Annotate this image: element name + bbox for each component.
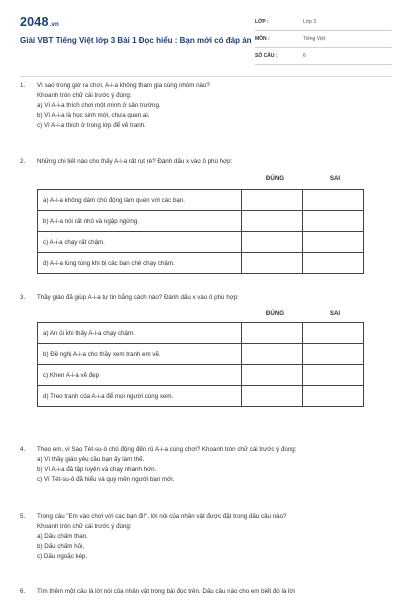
column-header-false: SAI	[329, 175, 341, 182]
question-number: 5.	[20, 513, 26, 520]
table-row	[38, 344, 364, 365]
answer-box-false[interactable]	[303, 253, 364, 274]
instruction-text: Khoanh tròn chữ cái trước ý đúng:	[37, 92, 132, 99]
answer-box-true[interactable]	[242, 344, 303, 365]
true-false-table	[37, 189, 364, 274]
meta-row-count	[255, 48, 392, 65]
question-number: 2.	[20, 158, 26, 165]
answer-option[interactable]: c) Dấu ngoặc kép.	[37, 553, 88, 560]
meta-value: 6	[303, 53, 306, 59]
answer-box-false[interactable]	[303, 365, 364, 386]
answer-box-true[interactable]	[242, 365, 303, 386]
page-header	[20, 14, 392, 76]
answer-option[interactable]: b) Vì A-i-a đã tập luyện và chạy nhanh hơn.	[37, 466, 157, 473]
statement-cell: a) An ủi khi thấy A-i-a chạy chậm.	[38, 323, 242, 344]
question-2	[20, 157, 392, 167]
answer-option[interactable]: a) Vì thầy giáo yêu cầu bạn ấy làm thế.	[37, 456, 145, 463]
column-header-true: ĐÚNG	[265, 175, 285, 182]
site-logo[interactable]	[20, 15, 59, 29]
meta-row-class	[255, 14, 392, 31]
meta-label: MÔN :	[255, 36, 270, 42]
question-text: Vì sao trong giờ ra chơi, A-i-a không tham gia cùng nhóm nào?	[37, 82, 210, 89]
answer-box-false[interactable]	[303, 211, 364, 232]
answer-box-true[interactable]	[242, 190, 303, 211]
statement-cell: c) A-i-a chạy rất chậm.	[38, 232, 242, 253]
answer-box-true[interactable]	[242, 232, 303, 253]
meta-row-subject	[255, 31, 392, 48]
answer-box-false[interactable]	[303, 344, 364, 365]
answer-box-false[interactable]	[303, 190, 364, 211]
question-4	[20, 445, 392, 485]
question-6	[20, 587, 392, 597]
question-number: 1.	[20, 82, 26, 89]
answer-option[interactable]: c) Vì Tét-su-ô đã hiểu và quý mến người bạn mới.	[37, 476, 175, 483]
table-row	[38, 323, 364, 344]
answer-option[interactable]: b) Vì A-i-a là học sinh mới, chưa quen ai.	[37, 112, 150, 119]
meta-info	[255, 14, 392, 65]
logo-text: 2048	[20, 15, 49, 29]
answer-option[interactable]: c) Vì A-i-a thích ở trong lớp để vẽ tranh.	[37, 122, 146, 129]
meta-label: SỐ CÂU :	[255, 53, 278, 59]
meta-value: Tiếng Việt	[303, 36, 326, 42]
question-number: 6.	[20, 588, 26, 595]
table-row	[38, 253, 364, 274]
table-row	[38, 365, 364, 386]
table-row	[38, 190, 364, 211]
question-number: 4.	[20, 446, 26, 453]
meta-label: LỚP :	[255, 19, 269, 25]
question-1	[20, 81, 392, 131]
question-text: Trong câu "Em vào chơi với các bạn đi!", lời nói của nhân vật được đặt trong dấu câu nào?	[37, 513, 287, 520]
statement-cell: c) Khen A-i-a vẽ đẹp	[38, 365, 242, 386]
statement-cell: d) Treo tranh của A-i-a để mọi người cùng xem.	[38, 386, 242, 407]
statement-cell: a) A-i-a không dám chủ động làm quen với các bạn.	[38, 190, 242, 211]
answer-option[interactable]: a) Vì A-i-a thích chơi một mình ở sân trường.	[37, 102, 161, 109]
question-3	[20, 293, 392, 303]
logo-suffix: .vn	[49, 22, 59, 28]
table-row	[38, 211, 364, 232]
statement-cell: b) A-i-a nói rất nhỏ và ngập ngừng.	[38, 211, 242, 232]
column-header-true: ĐÚNG	[265, 310, 285, 317]
instruction-text: Khoanh tròn chữ cái trước ý đúng:	[37, 523, 132, 530]
question-5	[20, 512, 392, 562]
header-divider	[20, 76, 392, 77]
answer-option[interactable]: a) Dấu chấm than.	[37, 533, 88, 540]
answer-box-false[interactable]	[303, 323, 364, 344]
question-number: 3.	[20, 294, 26, 301]
question-text: Thầy giáo đã giúp A-i-a tự tin bằng cách nào? Đánh dấu x vào ô phù hợp:	[37, 294, 239, 301]
table-row	[38, 386, 364, 407]
page-title: Giải VBT Tiếng Việt lớp 3 Bài 1 Đọc hiểu : Bạn mới có đáp án	[20, 36, 252, 45]
question-text: Theo em, vì Sao Tét-su-ô chủ động đến rủ A-i-a cùng chơi? Khoanh tròn chữ cái trước ý đúng:	[37, 446, 297, 453]
column-header-false: SAI	[329, 310, 341, 317]
answer-box-false[interactable]	[303, 386, 364, 407]
question-text: Những chi tiết nào cho thấy A-i-a rất rụt rè? Đánh dấu x vào ô phù hợp:	[37, 158, 233, 165]
answer-box-true[interactable]	[242, 211, 303, 232]
true-false-table	[37, 322, 364, 407]
answer-box-true[interactable]	[242, 253, 303, 274]
question-text: Tìm thêm một câu là lời nói của nhân vật trong bài đọc trên. Dấu câu nào cho em biết đó là lời	[37, 588, 295, 595]
meta-value: Lớp 3	[303, 19, 317, 25]
statement-cell: b) Đề nghị A-i-a cho thầy xem tranh em vẽ.	[38, 344, 242, 365]
answer-box-true[interactable]	[242, 323, 303, 344]
answer-option[interactable]: b) Dấu chấm hỏi,	[37, 543, 85, 550]
statement-cell: d) A-i-a lúng túng khi bị các bạn chê chạy chậm.	[38, 253, 242, 274]
answer-box-true[interactable]	[242, 386, 303, 407]
answer-box-false[interactable]	[303, 232, 364, 253]
table-row	[38, 232, 364, 253]
